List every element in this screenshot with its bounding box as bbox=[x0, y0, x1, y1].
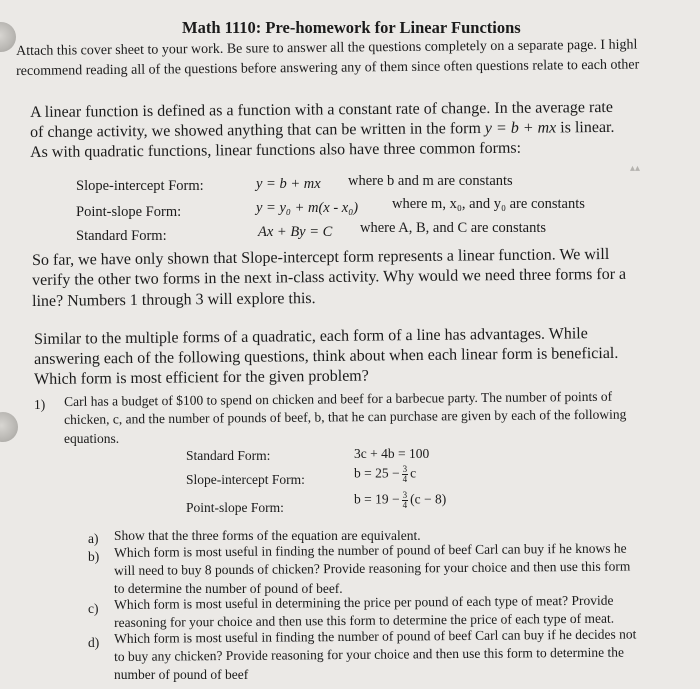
form-eq-slope-intercept-text: y = b + mx bbox=[256, 176, 321, 192]
form-desc-slope-intercept: where b and m are constants bbox=[348, 173, 513, 189]
q1-eq-ps-post: (c − 8) bbox=[410, 491, 447, 507]
para3-line-1: Similar to the multiple forms of a quadratic, each form of a line has advantages. While bbox=[34, 325, 588, 348]
fraction-three-quarters bbox=[402, 465, 409, 484]
q1-part-d-line-3: number of pound of beef bbox=[114, 667, 249, 682]
fraction-denominator: 4 bbox=[402, 500, 408, 510]
intro-line-2-equation: y = b + mx bbox=[484, 119, 557, 138]
page-title: Math 1110: Pre-homework for Linear Functions bbox=[182, 18, 521, 37]
q1-part-b-line-1: Which form is most useful in finding the number of pound of beef Carl can buy if he knows he bbox=[114, 540, 627, 560]
form-eq-standard bbox=[258, 224, 332, 241]
q1-part-a-line-1: Show that the three forms of the equation are equivalent. bbox=[114, 528, 421, 543]
fraction-numerator: 3 bbox=[402, 490, 408, 500]
q1-number: 1) bbox=[34, 397, 46, 412]
form-eq-slope-intercept bbox=[256, 176, 321, 193]
punch-hole-middle bbox=[0, 412, 18, 442]
intro-line-2 bbox=[30, 119, 615, 142]
q1-part-c-line-1: Which form is most useful in determining the price per pound of each type of meat? Provide bbox=[114, 592, 614, 612]
form-label-slope-intercept: Slope-intercept Form: bbox=[76, 178, 204, 194]
margin-smudge: ▴▴ bbox=[630, 163, 641, 174]
form-eq-point-slope-text: y = y₀ + m(x - x₀) bbox=[256, 200, 359, 216]
q1-part-b-letter: b) bbox=[88, 549, 100, 564]
q1-eq-ps-pre: b = 19 − bbox=[354, 491, 400, 507]
para2-line-3: line? Numbers 1 through 3 will explore this. bbox=[32, 290, 316, 310]
q1-eq-si-post: c bbox=[410, 465, 417, 481]
q1-part-d-letter: d) bbox=[88, 635, 100, 650]
para3-line-2: answering each of the following questions, think about when each linear form is beneficial. bbox=[34, 344, 619, 368]
q1-part-b-line-2: will need to buy 8 pounds of chicken? Provide reasoning for your choice and then use this form bbox=[114, 558, 631, 578]
q1-part-b-line-3: to determine the number of pound of beef. bbox=[114, 581, 343, 596]
intro-line-1: A linear function is defined as a function with a constant rate of change. In the average rate bbox=[30, 98, 614, 121]
intro-line-2-text-b: is linear. bbox=[556, 118, 615, 137]
fraction-denominator: 4 bbox=[402, 474, 408, 484]
form-label-standard: Standard Form: bbox=[76, 228, 167, 244]
q1-part-c-letter: c) bbox=[88, 601, 99, 616]
q1-part-d-line-1: Which form is most useful in finding the number of pound of beef Carl can buy if he decides not bbox=[114, 626, 637, 646]
para2-line-1: So far, we have only shown that Slope-intercept form represents a linear function. We will bbox=[32, 245, 610, 269]
intro-line-3: As with quadratic functions, linear functions also have three common forms: bbox=[30, 139, 522, 161]
q1-eq-si-pre: b = 25 − bbox=[354, 465, 400, 481]
q1-eq-slope-intercept bbox=[354, 465, 416, 484]
q1-part-c-line-2: reasoning for your choice and then use this form to determine the price of each type of meat. bbox=[114, 610, 615, 630]
form-desc-point-slope: where m, x₀, and y₀ are constants bbox=[392, 196, 585, 212]
q1-line-2: chicken, c, and the number of pounds of beef, b, that he can purchase are given by each of the following bbox=[64, 406, 627, 427]
q1-eq-label-slope-intercept: Slope-intercept Form: bbox=[186, 472, 305, 487]
q1-eq-point-slope bbox=[354, 491, 446, 510]
punch-hole-top bbox=[0, 22, 16, 52]
form-desc-standard: where A, B, and C are constants bbox=[360, 220, 547, 236]
q1-eq-standard: 3c + 4b = 100 bbox=[354, 446, 430, 461]
form-eq-point-slope bbox=[256, 200, 358, 217]
para3-line-3: Which form is most efficient for the given problem? bbox=[34, 367, 369, 388]
instructions-line-2: recommend reading all of the questions before answering any of them since often questions relate to each other bbox=[16, 57, 640, 79]
fraction-three-quarters bbox=[402, 491, 409, 510]
q1-part-d-line-2: to buy any chicken? Provide reasoning for your choice and then use this form to determine the bbox=[114, 644, 624, 664]
fraction-numerator: 3 bbox=[402, 464, 408, 474]
intro-line-2-text-a: of change activity, we showed anything that can be written in the form bbox=[30, 120, 485, 141]
form-eq-standard-text: Ax + By = C bbox=[258, 224, 333, 240]
q1-part-a-letter: a) bbox=[88, 531, 99, 546]
q1-eq-label-point-slope: Point-slope Form: bbox=[186, 500, 284, 515]
para2-line-2: verify the other two forms in the next in-class activity. Why would we need three forms for a bbox=[32, 265, 627, 289]
q1-line-3: equations. bbox=[64, 431, 120, 446]
form-label-point-slope: Point-slope Form: bbox=[76, 204, 182, 220]
q1-eq-label-standard: Standard Form: bbox=[186, 448, 271, 463]
q1-line-1: Carl has a budget of $100 to spend on chicken and beef for a barbecue party. The number of points of bbox=[64, 388, 613, 409]
instructions-line-1: Attach this cover sheet to your work. Be sure to answer all the questions completely on a separate page. I highl bbox=[16, 37, 638, 59]
